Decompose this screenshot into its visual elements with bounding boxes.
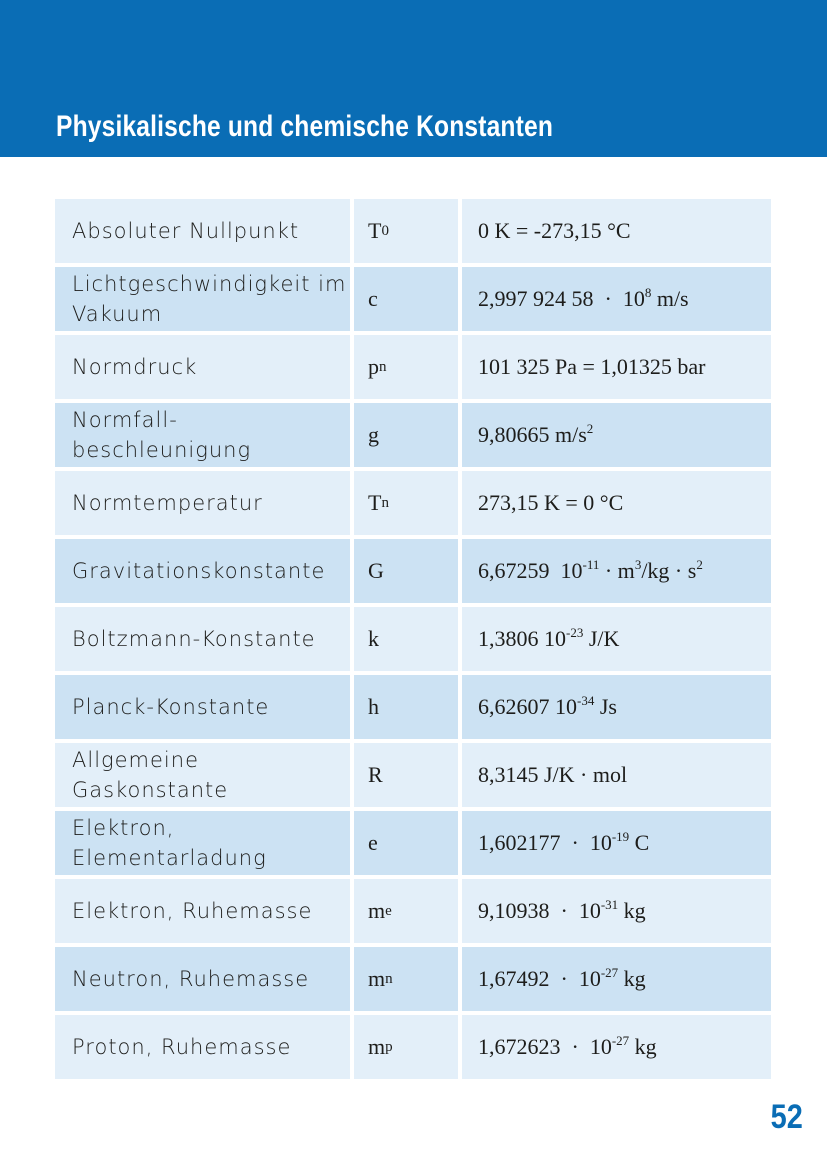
constant-symbol: p	[368, 354, 379, 379]
constant-symbol-cell	[354, 879, 458, 943]
value-exponent: -31	[600, 897, 619, 912]
constant-symbol-cell	[354, 1015, 458, 1079]
value-text: 101 325 Pa = 1,01325 bar	[478, 354, 706, 379]
constant-symbol-subscript: p	[385, 1038, 393, 1055]
constant-symbol-cell	[354, 743, 458, 807]
table-row	[55, 1015, 771, 1079]
constant-value-cell	[462, 675, 771, 739]
value-text: Js	[594, 694, 617, 719]
value-text: 1,3806 10	[478, 626, 566, 651]
constant-value-cell	[462, 743, 771, 807]
value-text: 8,3145 J/K · mol	[478, 762, 628, 787]
value-text: 273,15 K = 0 °C	[478, 490, 624, 515]
value-text: C	[629, 830, 650, 855]
constant-name-cell	[55, 471, 350, 535]
constant-symbol-cell	[354, 403, 458, 467]
constant-symbol: G	[368, 558, 384, 583]
constant-symbol: c	[368, 286, 378, 311]
constant-symbol-subscript: n	[385, 970, 393, 987]
value-exponent: 8	[644, 285, 652, 300]
constant-name: Elektron, Ruhemasse	[72, 899, 313, 923]
page-number: 52	[770, 1098, 803, 1136]
constant-value-cell	[462, 335, 771, 399]
constant-symbol: h	[368, 694, 379, 719]
value-exponent: -19	[611, 829, 630, 844]
value-text: 1,602177 · 10	[478, 830, 612, 855]
value-text: kg	[629, 1034, 657, 1059]
constant-name-cell	[55, 403, 350, 467]
value-exponent: 3	[634, 557, 642, 572]
constant-symbol-subscript: n	[379, 358, 387, 375]
constant-name: Gravitationskonstante	[72, 559, 326, 583]
table-row	[55, 335, 771, 399]
table-row	[55, 199, 771, 263]
constant-name: Normfall-beschleunigung	[72, 408, 252, 462]
constant-value-cell	[462, 403, 771, 467]
value-exponent: 2	[696, 557, 703, 572]
constant-name-cell	[55, 607, 350, 671]
constant-symbol-cell	[354, 471, 458, 535]
value-exponent: 2	[586, 421, 594, 436]
value-exponent: -23	[566, 625, 584, 640]
constant-name-cell	[55, 267, 350, 331]
value-text: 1,67492 · 10	[478, 966, 601, 991]
constant-value	[478, 422, 593, 448]
constant-value	[478, 1034, 657, 1060]
value-exponent: -27	[600, 965, 619, 980]
value-text: 0 K = -273,15 °C	[478, 218, 631, 243]
constant-value	[478, 626, 619, 652]
constant-symbol-cell	[354, 947, 458, 1011]
constant-value	[478, 218, 631, 244]
constant-value-cell	[462, 607, 771, 671]
constant-name: Planck-Konstante	[72, 695, 270, 719]
constant-value	[478, 898, 646, 924]
constant-value-cell	[462, 947, 771, 1011]
constant-symbol: g	[368, 422, 379, 447]
constant-value-cell	[462, 267, 771, 331]
value-text: m/s	[651, 286, 689, 311]
header-banner	[0, 0, 827, 157]
constant-name-cell	[55, 539, 350, 603]
constant-symbol: k	[368, 626, 379, 651]
table-row	[55, 947, 771, 1011]
constant-name: Proton, Ruhemasse	[72, 1035, 292, 1059]
value-text: 9,10938 · 10	[478, 898, 601, 923]
constant-symbol: m	[368, 1034, 386, 1059]
value-text: 6,62607 10	[478, 694, 577, 719]
constant-value	[478, 966, 646, 992]
table-row	[55, 811, 771, 875]
constant-value	[478, 354, 706, 380]
constant-symbol-cell	[354, 267, 458, 331]
value-text: 6,67259 10	[478, 558, 583, 583]
constant-symbol-cell	[354, 811, 458, 875]
constant-name: Neutron, Ruhemasse	[72, 967, 310, 991]
constants-table	[55, 199, 771, 1083]
table-row	[55, 267, 771, 331]
constant-value	[478, 830, 649, 856]
constant-name-cell	[55, 199, 350, 263]
constant-symbol-subscript: e	[385, 902, 392, 919]
constant-value-cell	[462, 811, 771, 875]
value-text: 1,672623 · 10	[478, 1034, 612, 1059]
constant-name-cell	[55, 743, 350, 807]
constant-symbol-cell	[354, 539, 458, 603]
constant-name-cell	[55, 675, 350, 739]
value-text: 2,997 924 58 · 10	[478, 286, 645, 311]
constant-name-cell	[55, 811, 350, 875]
constant-symbol-cell	[354, 607, 458, 671]
constant-value-cell	[462, 471, 771, 535]
constant-symbol-cell	[354, 335, 458, 399]
constant-symbol: m	[368, 898, 386, 923]
constant-symbol-cell	[354, 199, 458, 263]
value-exponent: -11	[582, 557, 600, 572]
value-text: J/K	[583, 626, 620, 651]
constant-name: Boltzmann-Konstante	[72, 627, 316, 651]
constant-name-cell	[55, 1015, 350, 1079]
constant-symbol: T	[368, 490, 382, 515]
constant-value	[478, 558, 703, 584]
constant-symbol-cell	[354, 675, 458, 739]
constant-name: Absoluter Nullpunkt	[72, 219, 300, 243]
table-row	[55, 607, 771, 671]
table-row	[55, 879, 771, 943]
value-text: 9,80665 m/s	[478, 422, 587, 447]
value-text: /kg · s	[641, 558, 697, 583]
constant-symbol-subscript: n	[381, 494, 389, 511]
constant-name: Normtemperatur	[72, 491, 263, 515]
constant-symbol: R	[368, 762, 383, 787]
constant-value-cell	[462, 1015, 771, 1079]
constant-symbol-subscript: 0	[381, 222, 389, 239]
constant-value	[478, 286, 689, 312]
table-row	[55, 539, 771, 603]
constant-value-cell	[462, 199, 771, 263]
constant-name: Allgemeine Gaskonstante	[72, 748, 229, 802]
value-text: kg	[618, 898, 646, 923]
value-exponent: -27	[611, 1033, 630, 1048]
constant-value-cell	[462, 879, 771, 943]
constant-value	[478, 490, 623, 516]
constant-symbol: T	[368, 218, 382, 243]
page-title: Physikalische und chemische Konstanten	[56, 110, 554, 143]
constant-name: Lichtgeschwindigkeit im Vakuum	[72, 272, 347, 326]
table-row	[55, 471, 771, 535]
constant-value-cell	[462, 539, 771, 603]
constant-name: Normdruck	[72, 355, 198, 379]
table-row	[55, 403, 771, 467]
constant-name-cell	[55, 879, 350, 943]
constant-value	[478, 762, 627, 788]
constant-value	[478, 694, 617, 720]
constant-name: Elektron, Elementarladung	[72, 816, 267, 870]
constant-symbol: m	[368, 966, 386, 991]
constant-name-cell	[55, 947, 350, 1011]
constant-name-cell	[55, 335, 350, 399]
value-text: · m	[599, 558, 635, 583]
table-row	[55, 743, 771, 807]
value-text: kg	[618, 966, 646, 991]
value-exponent: -34	[577, 693, 595, 708]
table-row	[55, 675, 771, 739]
constant-symbol: e	[368, 830, 378, 855]
